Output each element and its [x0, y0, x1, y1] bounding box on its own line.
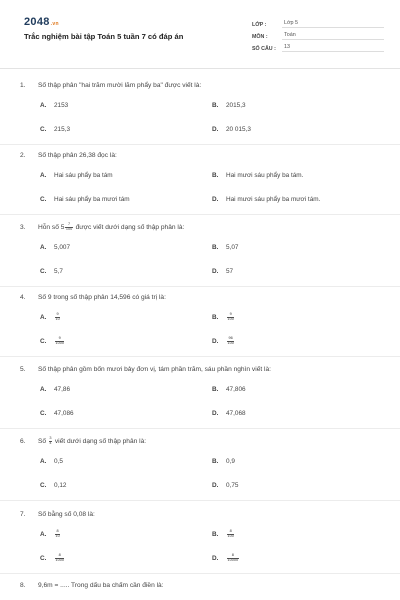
option-d[interactable]: [212, 265, 233, 277]
option-fraction: [227, 530, 234, 539]
question-number: 2.: [20, 152, 26, 159]
option-d[interactable]: [212, 123, 251, 135]
question-header: [20, 292, 382, 303]
question-text: [38, 437, 146, 446]
logo-main: 2048: [24, 16, 50, 28]
option-text: 0,12: [54, 481, 67, 489]
question-divider: [0, 356, 400, 357]
class-value: Lớp 5: [282, 20, 384, 28]
question-header: [20, 222, 382, 233]
fraction-denominator: 100: [227, 340, 234, 345]
mixed-number-fraction: [65, 223, 72, 232]
question-number: 7.: [20, 511, 26, 518]
option-letter: D.: [212, 267, 219, 275]
option-b[interactable]: [212, 383, 246, 395]
question-number: 5.: [20, 366, 26, 373]
question-text: Số thập phân 26,38 đọc là:: [38, 152, 117, 159]
option-a[interactable]: [40, 383, 70, 395]
answer-options: [20, 375, 382, 425]
option-letter: B.: [212, 457, 219, 465]
question-text-after: viết dưới dạng số thập phân là:: [53, 438, 147, 446]
option-text: 47,86: [54, 385, 70, 393]
option-fraction: [227, 337, 234, 346]
option-d[interactable]: [212, 407, 246, 419]
option-text: Hai mươi sáu phẩy ba mươi tám.: [226, 195, 321, 203]
fraction-denominator: 100: [227, 533, 234, 538]
option-text: 0,5: [54, 457, 63, 465]
answer-options: [20, 303, 382, 353]
question-divider: [0, 286, 400, 287]
option-b[interactable]: [212, 99, 246, 111]
option-c[interactable]: [40, 479, 66, 491]
question-5: [20, 364, 382, 425]
header-divider: [0, 68, 400, 69]
fraction-denominator: 10: [55, 533, 60, 538]
option-d[interactable]: [212, 479, 238, 491]
fraction-denominator: 1000: [55, 340, 64, 345]
question-4: [20, 292, 382, 353]
option-letter: D.: [212, 195, 219, 203]
fraction-numerator: 7: [68, 222, 71, 227]
option-letter: B.: [212, 243, 219, 251]
option-text: 2015,3: [226, 101, 246, 109]
option-fraction: [227, 554, 239, 563]
fraction-numerator: 8: [229, 528, 232, 533]
question-divider: [0, 428, 400, 429]
question-number: 1.: [20, 82, 26, 89]
option-text: Hai sáu phẩy ba tám: [54, 171, 113, 179]
question-6: [20, 436, 382, 497]
option-d[interactable]: [212, 335, 235, 347]
option-fraction: [55, 337, 64, 346]
option-a[interactable]: [40, 169, 113, 181]
option-d[interactable]: [212, 552, 240, 564]
option-b[interactable]: [212, 455, 235, 467]
option-text: 5,7: [54, 267, 63, 275]
question-2: [20, 150, 382, 211]
subject-label: MÔN :: [252, 34, 268, 40]
option-text: 47,086: [54, 409, 74, 417]
fraction-numerator: 8: [231, 552, 234, 557]
option-letter: D.: [212, 554, 219, 562]
question-3: [20, 222, 382, 283]
answer-options: [20, 233, 382, 283]
page-title: Trắc nghiệm bài tập Toán 5 tuần 7 có đáp án: [24, 32, 184, 41]
option-text: 0,75: [226, 481, 239, 489]
question-header: [20, 150, 382, 161]
answer-options: [20, 91, 382, 141]
option-letter: A.: [40, 530, 47, 538]
question-8: [20, 580, 382, 591]
option-a[interactable]: [40, 455, 63, 467]
answer-options: [20, 520, 382, 570]
option-b[interactable]: [212, 311, 235, 323]
option-text: 57: [226, 267, 234, 275]
option-letter: A.: [40, 171, 47, 179]
question-number: 6.: [20, 438, 26, 445]
option-text: 0,9: [226, 457, 235, 465]
question-text: 9,6m = ..... Trong dấu ba chấm cần điền là:: [38, 582, 164, 589]
fraction-numerator: 9: [229, 311, 232, 316]
option-c[interactable]: [40, 123, 70, 135]
option-letter: B.: [212, 530, 219, 538]
option-b[interactable]: [212, 169, 303, 181]
question-header: [20, 580, 382, 591]
question-text-after: được viết dưới dạng số thập phân là:: [73, 224, 185, 232]
option-letter: C.: [40, 554, 47, 562]
option-a[interactable]: [40, 311, 61, 323]
option-letter: B.: [212, 313, 219, 321]
fraction-denominator: 100: [65, 227, 73, 231]
option-letter: C.: [40, 267, 47, 275]
option-letter: D.: [212, 481, 219, 489]
option-text: 47,806: [226, 385, 246, 393]
class-row: [252, 16, 384, 28]
fraction-denominator: 1000: [55, 557, 64, 562]
option-b[interactable]: [212, 241, 238, 253]
question-header: [20, 509, 382, 520]
option-text: 215,3: [54, 125, 70, 133]
option-letter: C.: [40, 409, 47, 417]
question-number: 8.: [20, 582, 26, 589]
question-divider: [0, 573, 400, 574]
question-7: [20, 509, 382, 570]
option-d[interactable]: [212, 193, 320, 205]
question-number: 4.: [20, 294, 26, 301]
question-text-before: Hỗn số 5: [38, 224, 65, 232]
option-letter: A.: [40, 385, 47, 393]
option-a[interactable]: [40, 99, 68, 111]
question-count-row: [252, 40, 384, 52]
option-letter: D.: [212, 409, 219, 417]
question-count-value: 13: [282, 44, 384, 52]
question-fraction: [49, 437, 52, 446]
option-letter: B.: [212, 171, 219, 179]
question-header: [20, 364, 382, 375]
option-text: 5,007: [54, 243, 70, 251]
fraction-numerator: 8: [56, 528, 59, 533]
option-a[interactable]: [40, 528, 61, 540]
option-letter: C.: [40, 125, 47, 133]
subject-row: [252, 28, 384, 40]
option-letter: D.: [212, 125, 219, 133]
question-header: [20, 80, 382, 91]
question-number: 3.: [20, 224, 26, 231]
fraction-denominator: 4: [49, 441, 52, 445]
option-fraction: [55, 554, 64, 563]
subject-value: Toán: [282, 32, 384, 40]
option-letter: A.: [40, 101, 47, 109]
option-text: 5,07: [226, 243, 239, 251]
option-c[interactable]: [40, 407, 74, 419]
fraction-denominator: 10: [55, 316, 60, 321]
question-text: Số thập phân gồm bốn mươi bảy đơn vị, tám phần trăm, sáu phần nghìn viết là:: [38, 366, 271, 373]
question-divider: [0, 500, 400, 501]
class-label: LỚP :: [252, 22, 267, 28]
worksheet-meta: [252, 16, 384, 52]
question-text: Số bằng số 0,08 là:: [38, 511, 95, 518]
fraction-numerator: 3: [49, 436, 52, 441]
question-divider: [0, 144, 400, 145]
fraction-numerator: 9: [58, 335, 61, 340]
option-text: Hai sáu phẩy ba mươi tám: [54, 195, 130, 203]
question-text-before: Số: [38, 438, 48, 446]
option-text: Hai mươi sáu phẩy ba tám.: [226, 171, 304, 179]
option-text: 2153: [54, 101, 69, 109]
option-c[interactable]: [40, 552, 65, 564]
question-count-label: SỐ CÂU :: [252, 46, 276, 52]
option-letter: B.: [212, 385, 219, 393]
question-text: Số thập phân "hai trăm mười lăm phẩy ba" được viết là:: [38, 82, 202, 89]
fraction-numerator: 8: [58, 552, 61, 557]
option-b[interactable]: [212, 528, 235, 540]
option-letter: A.: [40, 457, 47, 465]
option-text: 47,068: [226, 409, 246, 417]
option-fraction: [227, 313, 234, 322]
answer-options: [20, 161, 382, 211]
option-a[interactable]: [40, 241, 70, 253]
fraction-numerator: 96: [228, 335, 233, 340]
option-letter: C.: [40, 481, 47, 489]
option-fraction: [55, 530, 60, 539]
question-text: [38, 223, 184, 232]
option-c[interactable]: [40, 335, 65, 347]
option-letter: C.: [40, 337, 47, 345]
fraction-numerator: 9: [56, 311, 59, 316]
question-divider: [0, 214, 400, 215]
fraction-denominator: 10000: [227, 557, 239, 562]
option-letter: A.: [40, 243, 47, 251]
option-fraction: [55, 313, 60, 322]
option-letter: B.: [212, 101, 219, 109]
question-header: [20, 436, 382, 447]
question-1: [20, 80, 382, 141]
option-letter: C.: [40, 195, 47, 203]
option-text: 20 015,3: [226, 125, 251, 133]
site-logo[interactable]: [24, 16, 59, 28]
logo-suffix: .vn: [50, 21, 59, 27]
answer-options: [20, 447, 382, 497]
option-letter: A.: [40, 313, 47, 321]
option-letter: D.: [212, 337, 219, 345]
question-text: Số 9 trong số thập phân 14,596 có giá trị là:: [38, 294, 166, 301]
worksheet-header: [24, 16, 384, 62]
option-c[interactable]: [40, 193, 130, 205]
fraction-denominator: 100: [227, 316, 234, 321]
option-c[interactable]: [40, 265, 63, 277]
